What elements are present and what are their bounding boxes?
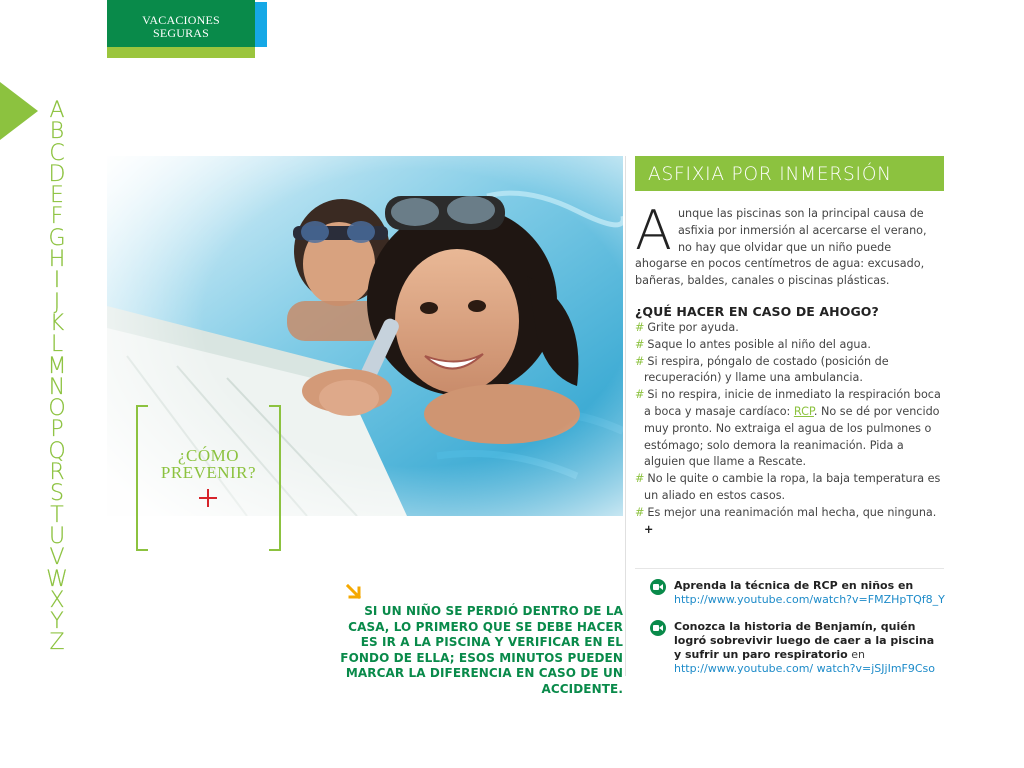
column-divider [625,156,626,676]
alphabet-letter: H [48,247,66,273]
step-text: Si no respira, inicie de inmediato la respiración boca a boca y masaje cardíaco: [644,388,941,418]
step-text: Grite por ayuda. [647,320,739,334]
alphabet-letter: E [50,183,64,209]
step-text: . No se dé por vencido muy pronto. No extraiga el agua de los pulmones o estómago; solo demora la reanimación. Pida a alguien que llame a Rescate. [644,404,940,469]
list-item [635,354,944,388]
video-camera-icon [650,620,666,636]
rcp-link[interactable]: RCP [793,404,814,418]
hash-icon: # [635,388,645,402]
hash-icon: # [635,354,645,368]
step-text: Si respira, póngalo de costado (posición de recuperación) y llame una ambulancia. [644,354,889,385]
alphabet-letter: L [50,332,64,358]
alphabet-letter: T [50,502,64,528]
alphabet-letter: Z [49,630,65,656]
alphabet-letter: M [47,353,67,379]
section-tab [107,0,267,58]
hash-icon: # [635,472,645,486]
drop-cap: A [635,199,672,262]
plus-icon [199,489,217,507]
video-1-title: Aprenda la técnica de RCP en niños en [674,579,914,592]
callout-text: SI UN NIÑO SE PERDIÓ DENTRO DE LA CASA, LO PRIMERO QUE SE DEBE HACER ES IR A LA PISCINA Y VERIFICAR EN EL FONDO DE ELLA; ESOS MINUTOS PUEDEN MARCAR LA DIFERENCIA EN CASO DE UN ACCIDENTE. [340,604,623,696]
steps-list [635,320,944,538]
hash-icon: # [635,320,645,334]
alphabet-letter: W [46,566,68,592]
article-intro [635,199,944,290]
video-1-url[interactable]: http://www.youtube.com/watch?v=FMZHpTQf8_Y [674,593,945,606]
alphabet-letter: P [50,417,64,443]
alphabet-index [44,100,70,654]
step-text: No le quite o cambie la ropa, la baja temperatura es un aliado en estos casos. [644,472,941,502]
hash-icon: # [635,505,645,519]
alphabet-letter: G [48,225,66,251]
prevent-line-1: ¿CÓMO [177,446,240,465]
how-to-prevent-box [136,405,281,551]
alphabet-letter: I [53,268,61,294]
alphabet-letter: R [49,460,65,486]
article-column [635,156,944,538]
hash-icon: # [635,337,645,351]
alphabet-letter: C [49,140,65,166]
video-2-title: Conozca la historia de Benjamín, quién logró sobrevivir luego de caer a la piscina y sufrir un paro respiratorio [674,620,935,661]
alphabet-letter: K [49,310,65,336]
alphabet-pointer-icon [0,82,38,140]
step-text: Es mejor una reanimación mal hecha, que ninguna. [647,505,937,519]
alphabet-letter: Y [50,609,64,635]
list-item [635,337,944,354]
section-tab-label [107,14,255,40]
list-item [635,505,944,539]
end-plus-icon: + [644,522,654,536]
video-2-connector: en [847,648,865,661]
alphabet-letter: U [48,523,66,549]
video-camera-icon [650,579,666,595]
alphabet-letter: O [48,396,66,422]
video-link-2 [650,620,945,676]
list-item [635,471,944,505]
alphabet-letter: V [49,545,65,571]
video-link-1 [650,579,945,607]
alphabet-letter: X [49,587,65,613]
tab-lime-stripe [107,47,255,58]
alphabet-letter: B [49,119,65,145]
alphabet-letter: J [53,289,61,315]
tab-blue-stripe [255,2,267,47]
arrow-down-right-icon [346,584,362,600]
alphabet-letter: S [50,481,64,507]
tab-line-1: VACACIONES [142,13,220,27]
list-item [635,387,944,471]
article-title: ASFIXIA POR INMERSIÓN [635,156,944,191]
alphabet-letter: N [48,374,66,400]
how-to-prevent-label [136,447,281,481]
list-item [635,320,944,337]
tab-line-2: SEGURAS [152,26,210,40]
separator [635,568,944,569]
alphabet-letter: D [48,161,66,187]
alphabet-letter: F [50,204,64,230]
step-text: Saque lo antes posible al niño del agua. [647,337,871,351]
video-2-url[interactable]: http://www.youtube.com/ watch?v=jSJjImF9Cso [674,662,936,675]
section-heading: ¿QUÉ HACER EN CASO DE AHOGO? [635,303,879,319]
alphabet-letter: A [49,98,65,123]
prevent-line-2: PREVENIR? [160,463,257,482]
intro-text: unque las piscinas son la principal causa de asfixia por inmersión al acercarse el verano, no hay que olvidar que un niño puede ahogarse en pocos centímetros de agua: excusado, bañeras, baldes, canales o piscinas plásticas. [635,207,927,288]
alphabet-letter: Q [48,438,66,464]
